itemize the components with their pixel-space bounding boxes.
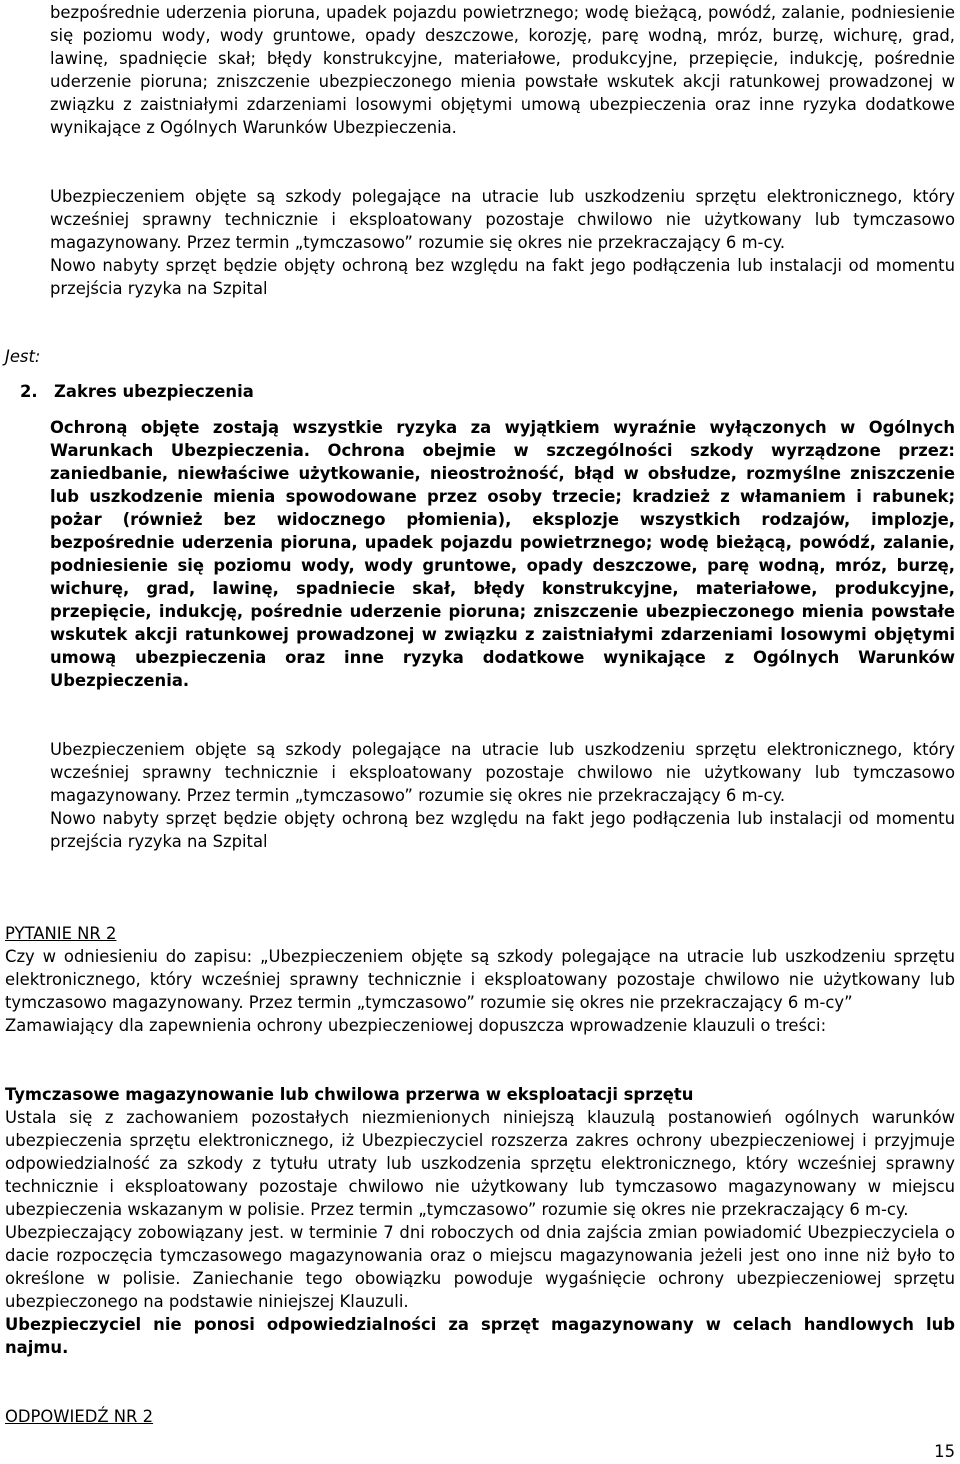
new-equipment-paragraph: Nowo nabyty sprzęt będzie objęty ochroną bez względu na fakt jego podłączenia lub instalacji od momentu przejścia ryzyka na Szpital (50, 256, 955, 298)
scope-paragraph: Ubezpieczeniem objęte są szkody polegające na utracie lub uszkodzeniu sprzętu elektronicznego, który wcześniej sprawny technicznie i eksploatowany pozostaje chwilowo nie użytkowany lub tymczasowo magazynowany. Przez termin „tymczasowo” rozumie się okres nie przekraczający 6 m-cy. (50, 187, 955, 252)
section-bold-paragraph (50, 416, 955, 692)
question-intro: Zamawiający dla zapewnienia ochrony ubezpieczeniowej dopuszcza wprowadzenie klauzuli o treści: (5, 1016, 827, 1035)
clause-paragraph-3: Ubezpieczyciel nie ponosi odpowiedzialności za sprzęt magazynowany w celach handlowych lub najmu. (5, 1315, 955, 1357)
section-scope-paragraph: Ubezpieczeniem objęte są szkody polegające na utracie lub uszkodzeniu sprzętu elektronicznego, który wcześniej sprawny technicznie i eksploatowany pozostaje chwilowo nie użytkowany lub tymczasowo magazynowany. Przez termin „tymczasowo” rozumie się okres nie przekraczający 6 m-cy. (50, 740, 955, 805)
question-block (5, 922, 955, 1037)
insurance-scope-bold-text: Ochroną objęte zostają wszystkie ryzyka za wyjątkiem wyraźnie wyłączonych w Ogólnych Warunkach Ubezpieczenia. Ochrona obejmie w szczególności szkody wyrządzone przez: zaniedbanie, niewłaściwe użytkowanie, nieostrożność, błąd w obsłudze, rozmyślne zniszczenie lub uszkodzenie mienia spowodowane przez osoby trzecie; kradzież z włamaniem i rabunek; pożar (również bez widocznego płomienia), eksplozje wszystkich rodzajów, implozje, bezpośrednie uderzenia pioruna, upadek pojazdu powietrznego; wodę bieżącą, powódź, zalanie, podniesienie się poziomu wody, wody gruntowe, opady deszczowe, parę wodną, mróz, burzę, wichurę, grad, lawinę, spadniecie skał, błędy konstrukcyjne, materiałowe, produkcyjne, przepięcie, indukcję, pośrednie uderzenie pioruna; zniszczenie ubezpieczonego mienia powstałe wskutek akcji ratunkowej prowadzonej w związku z zaistniałymi zdarzeniami losowymi objętymi umową ubezpieczenia oraz inne ryzyka dodatkowe wynikające z Ogólnych Warunków Ubezpieczenia. (50, 418, 955, 690)
clause-paragraph-2: Ubezpieczający zobowiązany jest. w terminie 7 dni roboczych od dnia zajścia zmian powiadomić Ubezpieczyciela o dacie rozpoczęcia tymczasowego magazynowania oraz o miejscu magazynowania jeżeli jest ono inne niż było to określone w polisie. Zaniechanie tego obowiązku powoduje wygaśnięcie ochrony ubezpieczeniowej sprzętu ubezpieczonego na podstawie niniejszej Klauzuli. (5, 1223, 955, 1311)
jest-label: Jest: (5, 347, 41, 366)
section-new-equipment-paragraph: Nowo nabyty sprzęt będzie objęty ochroną bez względu na fakt jego podłączenia lub instalacji od momentu przejścia ryzyka na Szpital (50, 809, 955, 851)
question-text: Czy w odniesieniu do zapisu: „Ubezpieczeniem objęte są szkody polegające na utracie lub uszkodzeniu sprzętu elektronicznego, który wcześniej sprawny technicznie i eksploatowany pozostaje chwilowo nie użytkowany lub tymczasowo magazynowany. Przez termin „tymczasowo” rozumie się okres nie przekraczający 6 m-cy” (5, 947, 955, 1012)
clause-title: Tymczasowe magazynowanie lub chwilowa przerwa w eksploatacji sprzętu (5, 1085, 694, 1104)
clause-block (5, 1083, 955, 1359)
section-number: 2. (20, 382, 38, 401)
question-label: PYTANIE NR 2 (5, 924, 117, 943)
answer-label: ODPOWIEDŹ NR 2 (5, 1407, 154, 1426)
risk-list-text: bezpośrednie uderzenia pioruna, upadek pojazdu powietrznego; wodę bieżącą, powódź, zalanie, podniesienie się poziomu wody, wody gruntowe, opady deszczowe, korozję, parę wodną, mróz, burzę, wichurę, grad, lawinę, spadnięcie skał; błędy konstrukcyjne, materiałowe, produkcyjne, przepięcie, indukcję, pośrednie uderzenie pioruna; zniszczenie ubezpieczonego mienia powstałe wskutek akcji ratunkowej prowadzonej w związku z zaistniałymi zdarzeniami losowymi objętymi umową ubezpieczenia oraz inne ryzyka dodatkowe wynikające z Ogólnych Warunków Ubezpieczenia. (50, 3, 955, 137)
top-scope-block (50, 185, 955, 300)
section-scope-block (50, 738, 955, 853)
page-number: 15 (934, 1442, 955, 1461)
top-continuation-paragraph (50, 1, 955, 139)
clause-paragraph-1: Ustala się z zachowaniem pozostałych niezmienionych niniejszą klauzulą postanowień ogólnych warunków ubezpieczenia sprzętu elektronicznego, iż Ubezpieczyciel rozszerza zakres ochrony ubezpieczeniowej i przyjmuje odpowiedzialność za szkody z tytułu utraty lub uszkodzenia sprzętu elektronicznego, który wcześniej sprawny technicznie i eksploatowany pozostaje chwilowo nie użytkowany lub tymczasowo magazynowany w miejscu ubezpieczenia wskazanym w polisie. Przez termin „tymczasowo” rozumie się okres nie przekraczający 6 m-cy. (5, 1108, 955, 1219)
section-title: Zakres ubezpieczenia (54, 382, 254, 401)
